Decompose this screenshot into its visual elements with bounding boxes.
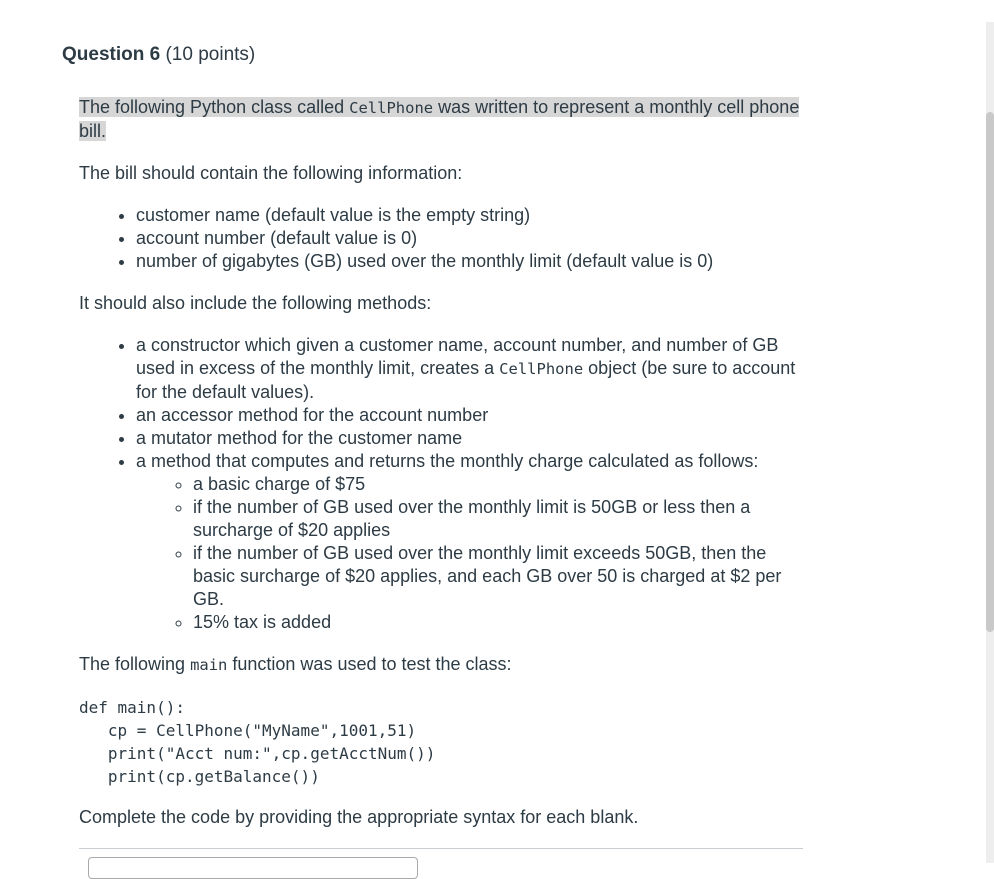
list-item: ◦ 15% tax is added	[193, 611, 803, 634]
instruction: Complete the code by providing the appropriate syntax for each blank.	[79, 807, 639, 827]
list-item: • customer name (default value is the empty string)	[136, 204, 803, 227]
bill-fields-list	[79, 204, 803, 273]
methods-list	[79, 334, 803, 634]
question-body	[79, 96, 803, 849]
methods-heading: It should also include the following methods:	[79, 293, 432, 313]
code-block	[79, 696, 803, 788]
list-item: • account number (default value is 0)	[136, 227, 803, 250]
code-line: def main():	[79, 698, 185, 717]
main-code: main	[190, 656, 228, 674]
code-line: print(cp.getBalance())	[79, 767, 320, 786]
list-item: ◦ if the number of GB used over the monthly limit is 50GB or less then a surcharge of $20 applies	[193, 496, 803, 542]
page-scrollbar[interactable]	[986, 22, 994, 863]
intro-paragraph	[79, 96, 803, 143]
list-item: • a mutator method for the customer name	[136, 427, 803, 450]
scrollbar-thumb[interactable]	[986, 112, 994, 632]
test-paragraph: The following main function was used to test the class:	[79, 654, 512, 674]
question-header	[62, 44, 255, 66]
charge-rules-list	[136, 473, 803, 634]
list-item: • a method that computes and returns the monthly charge calculated as follows: ◦ a basic charge of $75 ◦ if the number of GB used over the monthly limit is 50GB or less then a surcharge of $20 applies ◦ if the number of GB used over the monthly limit exceeds 50GB, then the basic surcharge of $20 applies, and each GB over 50 is charged at $2 per GB. ◦ 15% tax is added	[136, 450, 803, 634]
list-item: ◦ a basic charge of $75	[193, 473, 803, 496]
list-item: • a constructor which given a customer name, account number, and number of GB used in excess of the monthly limit, creates a CellPhone object (be sure to account for the default values).	[136, 334, 803, 404]
bill-info-heading: The bill should contain the following information:	[79, 163, 463, 183]
code-line: cp = CellPhone("MyName",1001,51)	[79, 721, 417, 740]
question-number: Question 6	[62, 44, 161, 65]
list-item: • number of gigabytes (GB) used over the monthly limit (default value is 0)	[136, 250, 803, 273]
code-line: print("Acct num:",cp.getAcctNum())	[79, 744, 436, 763]
classname-code: CellPhone	[349, 99, 434, 117]
list-item: ◦ if the number of GB used over the monthly limit exceeds 50GB, then the basic surcharge of $20 applies, and each GB over 50 is charged at $2 per GB.	[193, 542, 803, 611]
classname-code: CellPhone	[499, 360, 584, 378]
list-item: • an accessor method for the account number	[136, 404, 803, 427]
intro-highlight: The following Python class called CellPhone was written to represent a monthly cell phone bill.	[79, 97, 800, 141]
question-points: (10 points)	[165, 44, 256, 65]
answer-input[interactable]	[88, 857, 418, 879]
divider	[79, 848, 803, 849]
